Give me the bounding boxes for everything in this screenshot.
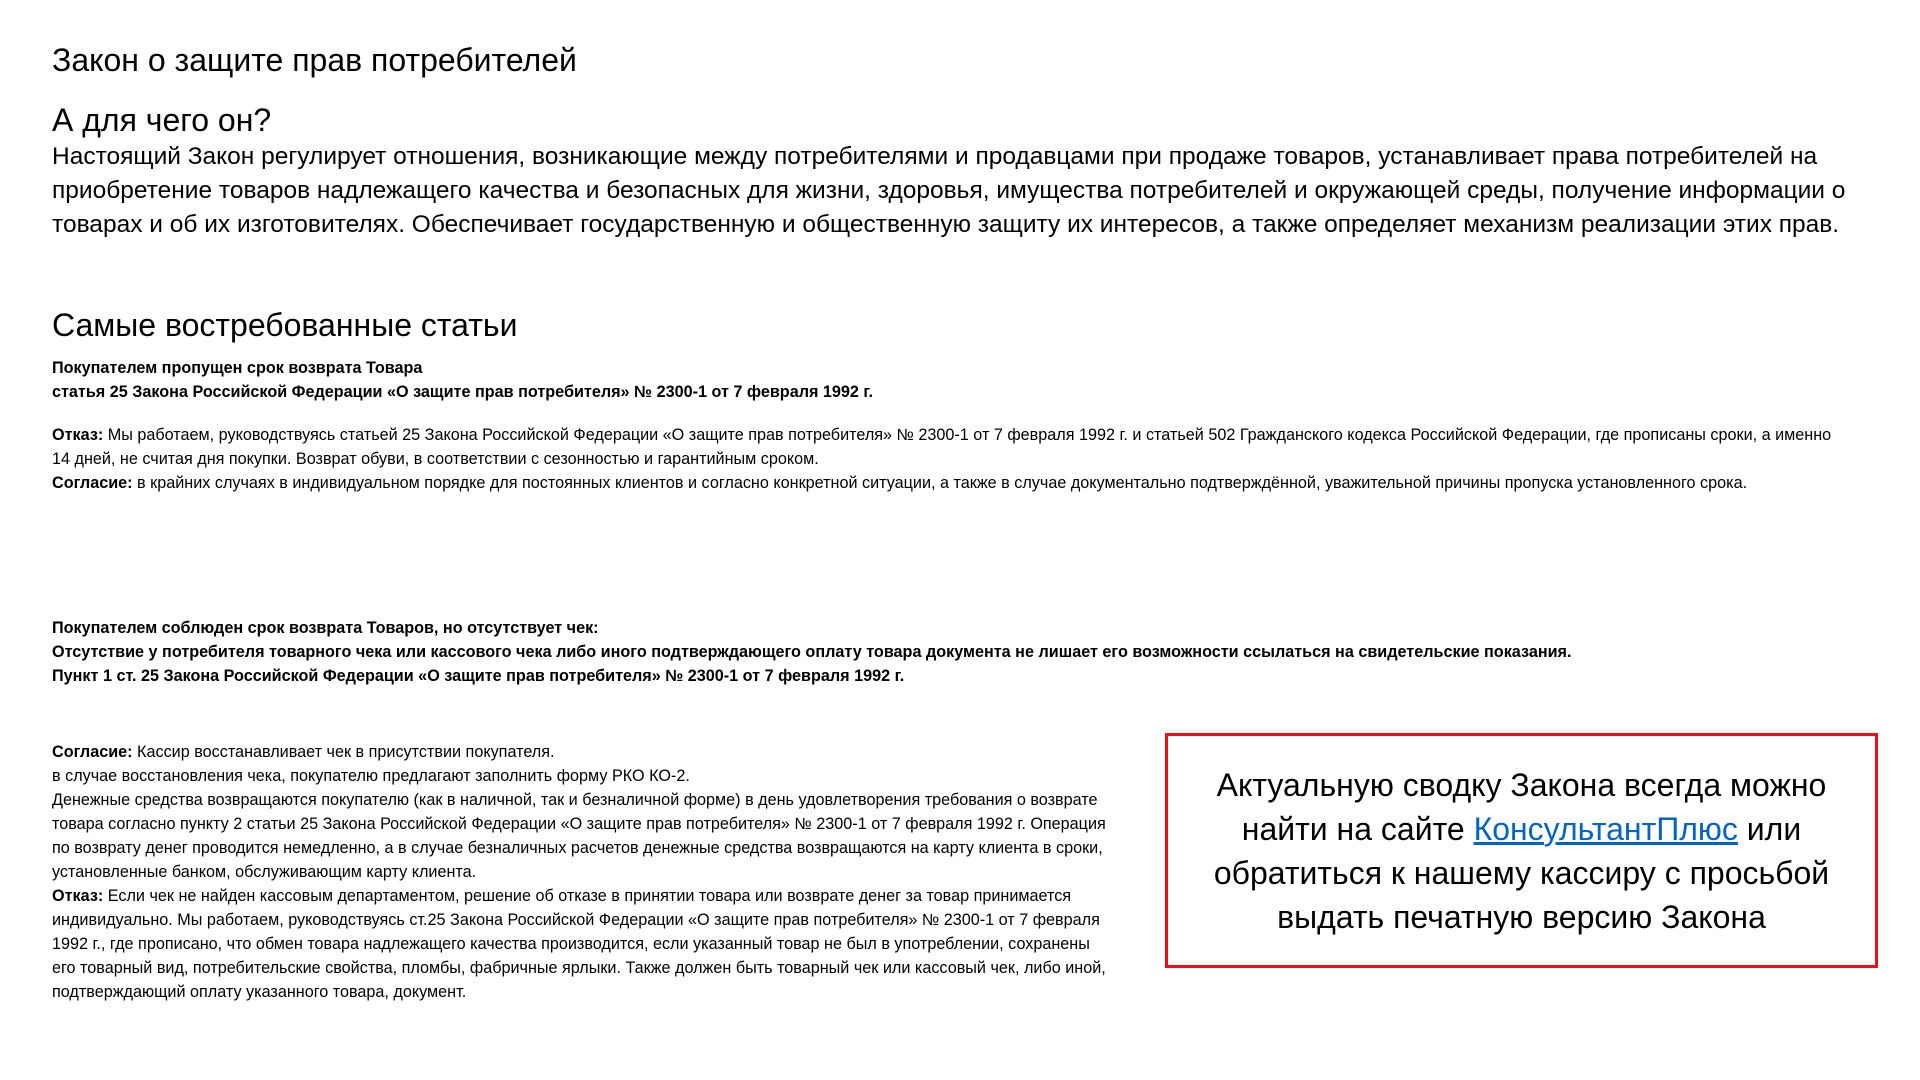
- case1-refusal-text: Мы работаем, руководствуясь статьей 25 Закона Российской Федерации «О защите прав потребителя» № 2300-1 от 7 февраля 1992 г. и статьей 502 Гражданского кодекса Российской Федерации, где прописаны сроки, а именно 14 дней, не считая дня покупки. Возврат обуви, в соответствии с сезонностью и гарантийным сроком.: [52, 426, 1832, 468]
- case2-refusal-text: Если чек не найден кассовым департаментом, решение об отказе в принятии товара или возврате денег за товар принимается индивидуально. Мы работаем, руководствуясь ст.25 Закона Российской Федерации «О защите прав потребителя» № 2300-1 от 7 февраля 1992 г., где прописано, что обмен товара надлежащего качества производится, если указанный товар не был в употреблении, сохранены его товарный вид, потребительские свойства, пломбы, фабричные ярлыки. Также должен быть товарный чек или кассовый чек, либо иной, подтверждающий оплату указанного товара, документ.: [52, 887, 1106, 1001]
- case1-refusal: [52, 423, 1842, 471]
- consultantplus-link[interactable]: КонсультантПлюс: [1473, 810, 1738, 847]
- case2-consent: [52, 740, 1112, 764]
- case1-consent-text: в крайних случаях в индивидуальном порядке для постоянных клиентов и согласно конкретной ситуации, а также в случае документально подтверждённой, уважительной причины пропуска установленного срока.: [132, 474, 1748, 492]
- case2-consent-label: Согласие:: [52, 743, 133, 761]
- case2-consent-line2: в случае восстановления чека, покупателю предлагают заполнить форму РКО КО-2.: [52, 767, 690, 785]
- case2-refusal-label: Отказ:: [52, 887, 104, 905]
- page-subtitle: А для чего он?: [52, 102, 272, 138]
- case2-consent-line3: Денежные средства возвращаются покупателю (как в наличной, так и безналичной форме) в день удовлетворения требования о возврате товара согласно пункту 2 статьи 25 Закона Российской Федерации «О защите прав потребителя» № 2300-1 от 7 февраля 1992 г. Операция по возврату денег проводится немедленно, а в случае безналичных расчетов денежные средства возвращаются на карту клиента в сроки, установленные банком, обслуживающим карту клиента.: [52, 791, 1106, 881]
- notice-text: [1192, 763, 1852, 939]
- case2-heading-line3: Пункт 1 ст. 25 Закона Российской Федерации «О защите прав потребителя» № 2300-1 от 7 февраля 1992 г.: [52, 667, 905, 685]
- intro-paragraph: Настоящий Закон регулирует отношения, возникающие между потребителями и продавцами при продаже товаров, устанавливает права потребителей на приобретение товаров надлежащего качества и безопасных для жизни, здоровья, имущества потребителей и окружающей среды, получение информации о товарах и об их изготовителях. Обеспечивает государственную и общественную защиту их интересов, а также определяет механизм реализации этих прав.: [52, 143, 1846, 238]
- case1-heading-line2: статья 25 Закона Российской Федерации «О защите прав потребителя» № 2300-1 от 7 февраля 1992 г.: [52, 383, 874, 401]
- notice-text-before: Актуальную сводку Закона всегда можно найти на сайте: [1216, 766, 1827, 847]
- case2-consent-text: Кассир восстанавливает чек в присутствии покупателя.: [132, 743, 555, 761]
- case1-refusal-label: Отказ:: [52, 426, 104, 444]
- notice-text-after: или обратиться к нашему кассиру с просьбой выдать печатную версию Закона: [1213, 810, 1830, 935]
- case1-heading-line1: Покупателем пропущен срок возврата Товара: [52, 359, 423, 377]
- case2-heading: [52, 616, 1852, 688]
- page-title: Закон о защите прав потребителей: [52, 42, 577, 78]
- case2-refusal: [52, 884, 1112, 1004]
- case2-heading-line2: Отсутствие у потребителя товарного чека или кассового чека либо иного подтверждающего оплату товара документа не лишает его возможности ссылаться на свидетельские показания.: [52, 643, 1572, 661]
- notice-box: [1165, 733, 1878, 968]
- case2-heading-line1: Покупателем соблюден срок возврата Товаров, но отсутствует чек:: [52, 619, 599, 637]
- case1-consent-label: Согласие:: [52, 474, 133, 492]
- case2-body: [52, 740, 1112, 1004]
- case1-consent: [52, 471, 1842, 495]
- case1-heading: [52, 356, 1852, 404]
- section-heading: Самые востребованные статьи: [52, 307, 518, 343]
- case1-body: [52, 423, 1842, 495]
